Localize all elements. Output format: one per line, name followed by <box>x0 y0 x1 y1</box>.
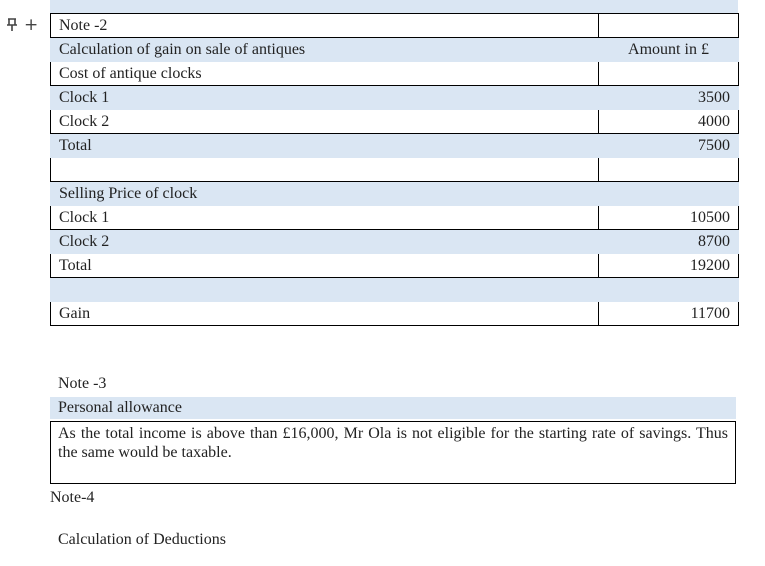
table-top-band <box>50 0 738 13</box>
row-label[interactable]: Clock 1 <box>51 206 599 230</box>
empty-cell[interactable] <box>599 278 739 302</box>
note4-title: Note-4 <box>50 489 95 506</box>
note2-table <box>50 13 739 326</box>
table-row <box>51 158 739 182</box>
row-label[interactable]: Total <box>51 134 599 158</box>
table-row <box>51 182 739 206</box>
note2-title[interactable]: Note -2 <box>51 14 599 38</box>
row-label[interactable]: Clock 2 <box>51 230 599 254</box>
empty-cell[interactable] <box>599 182 739 206</box>
row-amount[interactable]: 10500 <box>599 206 739 230</box>
empty-cell[interactable] <box>599 158 739 182</box>
row-label[interactable]: Total <box>51 254 599 278</box>
row-amount[interactable]: 19200 <box>599 254 739 278</box>
note4-subtitle: Calculation of Deductions <box>58 531 226 548</box>
selling-label[interactable]: Selling Price of clock <box>51 182 599 206</box>
note3-title: Note -3 <box>58 375 107 392</box>
personal-allowance-band <box>50 397 736 419</box>
table-controls <box>6 13 38 37</box>
cost-label[interactable]: Cost of antique clocks <box>51 62 599 86</box>
gain-amount[interactable]: 11700 <box>599 302 739 326</box>
empty-cell[interactable] <box>599 62 739 86</box>
table-row <box>51 230 739 254</box>
table-row <box>51 38 739 62</box>
table-row <box>51 302 739 326</box>
add-row-icon[interactable]: + <box>24 14 39 35</box>
row-label[interactable]: Clock 2 <box>51 110 599 134</box>
table-row <box>51 206 739 230</box>
table-row <box>51 254 739 278</box>
empty-cell[interactable] <box>599 14 739 38</box>
note3-paragraph[interactable]: As the total income is above than £16,000, Mr Ola is not eligible for the starting rate of savings. Thus the same would be taxable. <box>50 421 736 484</box>
row-amount[interactable]: 8700 <box>599 230 739 254</box>
row-amount[interactable]: 4000 <box>599 110 739 134</box>
row-amount[interactable]: 3500 <box>599 86 739 110</box>
personal-allowance-heading: Personal allowance <box>58 399 182 416</box>
table-move-handle-icon[interactable] <box>6 18 18 32</box>
row-label[interactable]: Clock 1 <box>51 86 599 110</box>
table-row <box>51 278 739 302</box>
amount-header[interactable]: Amount in £ <box>599 38 739 62</box>
table-row <box>51 110 739 134</box>
table-row <box>51 14 739 38</box>
table-row <box>51 62 739 86</box>
table-row <box>51 134 739 158</box>
row-amount[interactable]: 7500 <box>599 134 739 158</box>
note2-heading[interactable]: Calculation of gain on sale of antiques <box>51 38 599 62</box>
gain-label[interactable]: Gain <box>51 302 599 326</box>
empty-cell[interactable] <box>51 278 599 302</box>
empty-cell[interactable] <box>51 158 599 182</box>
table-row <box>51 86 739 110</box>
